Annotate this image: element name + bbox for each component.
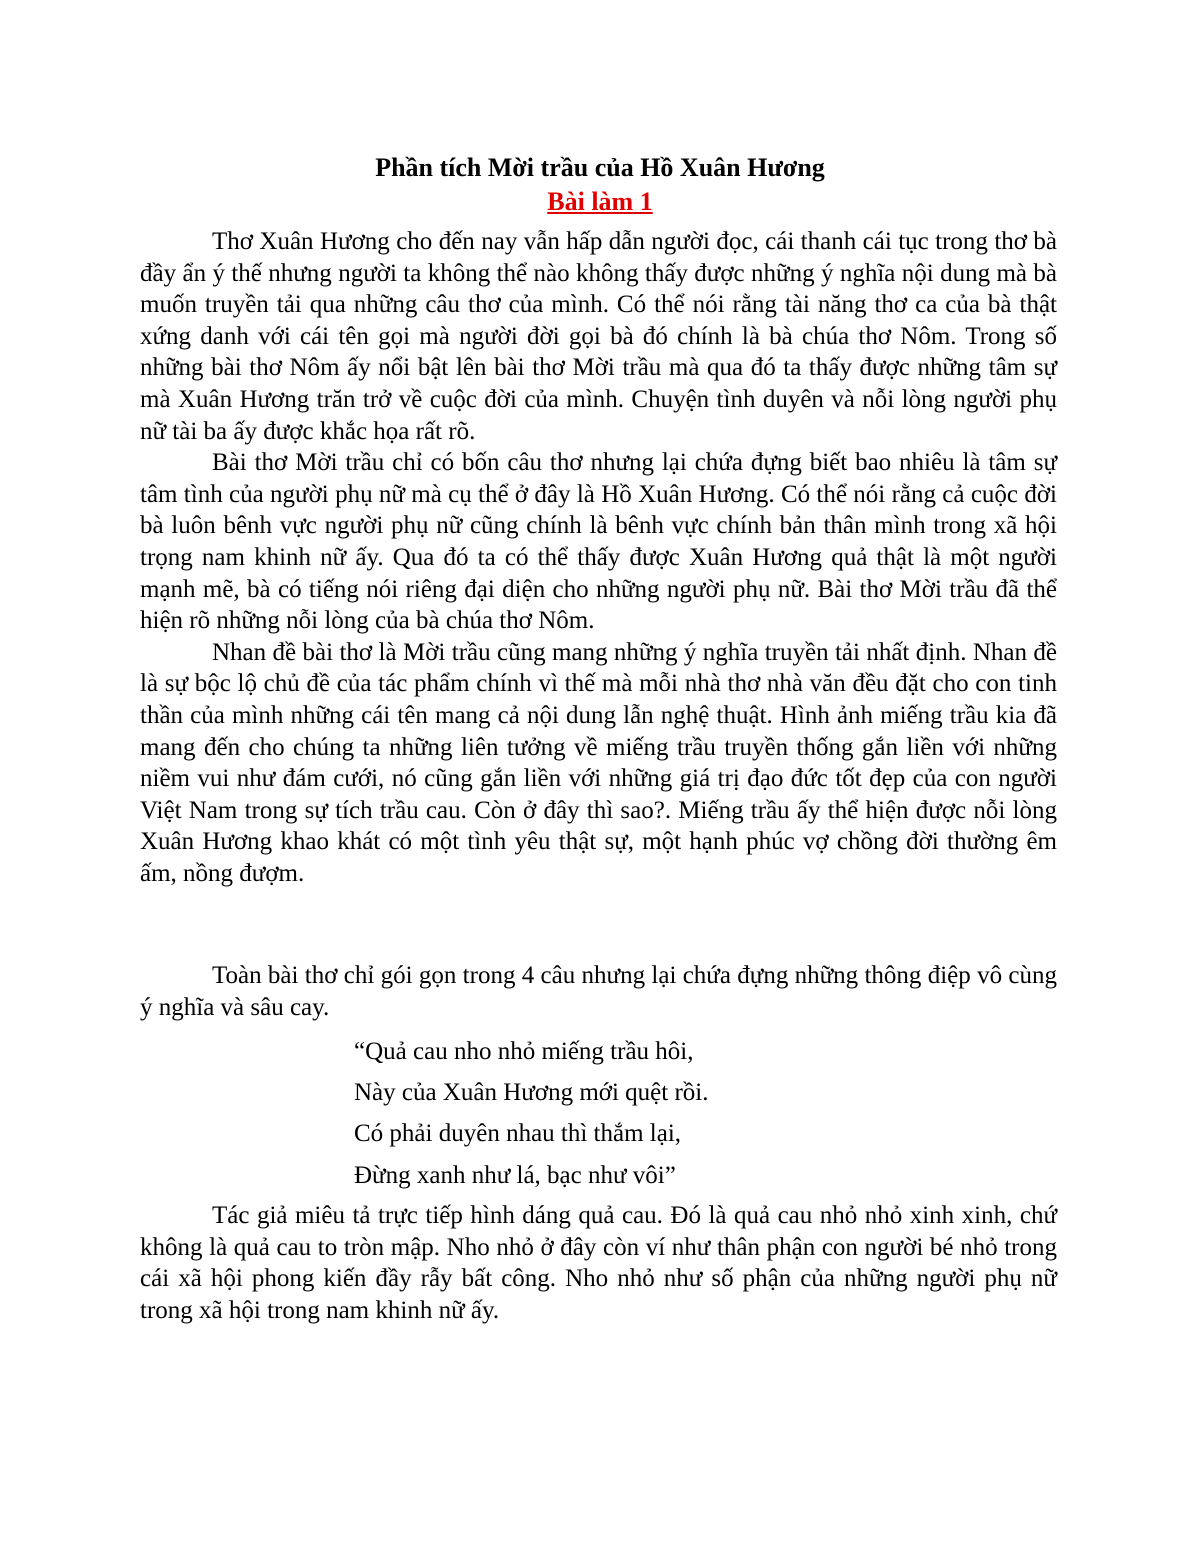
body-section-2 <box>140 960 1057 1023</box>
poem-line: Có phải duyên nhau thì thắm lại, <box>354 1120 682 1148</box>
poem-line: Đừng xanh như lá, bạc như vôi” <box>354 1161 676 1189</box>
body-section-1 <box>140 226 1057 889</box>
poem-quote <box>354 1036 709 1201</box>
poem-line: “Quả cau nho nhỏ miếng trầu hôi, <box>354 1038 694 1065</box>
paragraph-intro: Thơ Xuân Hương cho đến nay vẫn hấp dẫn người đọc, cái thanh cái tục trong thơ bà đầy ẩn ý thế nhưng người ta không thể nào không thấy được những ý nghĩa nội dung mà bà muốn truyền tải qua những câu thơ của mình. Có thể nói rằng tài năng thơ ca của bà thật xứng danh với cái tên gọi mà người đời gọi bà đó chính là bà chúa thơ Nôm. Trong số những bài thơ Nôm ấy nổi bật lên bài thơ Mời trầu mà qua đó ta thấy được những tâm sự mà Xuân Hương trăn trở về cuộc đời của mình. Chuyện tình duyên và nỗi lòng người phụ nữ tài ba ấy được khắc họa rất rõ. <box>140 228 1057 445</box>
document-subtitle: Bài làm 1 <box>547 187 653 216</box>
poem-line: Này của Xuân Hương mới quệt rồi. <box>354 1079 709 1107</box>
paragraph-poem-overview: Bài thơ Mời trầu chỉ có bốn câu thơ nhưng lại chứa đựng biết bao nhiêu là tâm sự tâm tình của người phụ nữ mà cụ thể ở đây là Hồ Xuân Hương. Có thể nói rằng cả cuộc đời bà luôn bênh vực người phụ nữ cũng chính là bênh vực chính bản thân mình trong xã hội trọng nam khinh nữ ấy. Qua đó ta có thể thấy được Xuân Hương quả thật là một người mạnh mẽ, bà có tiếng nói riêng đại diện cho những người phụ nữ. Bài thơ Mời trầu đã thể hiện rõ những nỗi lòng của bà chúa thơ Nôm. <box>140 449 1057 635</box>
paragraph-poem-summary: Toàn bài thơ chỉ gói gọn trong 4 câu nhưng lại chứa đựng những thông điệp vô cùng ý nghĩa và sâu cay. <box>140 962 1057 1021</box>
paragraph-analysis: Tác giả miêu tả trực tiếp hình dáng quả cau. Đó là quả cau nhỏ nhỏ xinh xinh, chứ không là quả cau to tròn mập. Nho nhỏ ở đây còn ví như thân phận con người bé nhỏ trong cái xã hội phong kiến đầy rẫy bất công. Nho nhỏ như số phận của những người phụ nữ trong xã hội trong nam khinh nữ ấy. <box>140 1202 1057 1324</box>
document-title: Phần tích Mời trầu của Hồ Xuân Hương <box>375 153 825 182</box>
body-section-3 <box>140 1200 1057 1326</box>
paragraph-title-meaning: Nhan đề bài thơ là Mời trầu cũng mang những ý nghĩa truyền tải nhất định. Nhan đề là sự bộc lộ chủ đề của tác phẩm chính vì thế mà mỗi nhà thơ nhà văn đều đặt cho con tinh thần của mình những cái tên mang cả nội dung lẫn nghệ thuật. Hình ảnh miếng trầu kia đã mang đến cho chúng ta những liên tưởng về miếng trầu truyền thống gắn liền với những niềm vui như đám cưới, nó cũng gắn liền với những giá trị đạo đức tốt đẹp của con người Việt Nam trong sự tích trầu cau. Còn ở đây thì sao?. Miếng trầu ấy thể hiện được nỗi lòng Xuân Hương khao khát có một tình yêu thật sự, một hạnh phúc vợ chồng đời thường êm ấm, nồng đượm. <box>140 638 1057 887</box>
